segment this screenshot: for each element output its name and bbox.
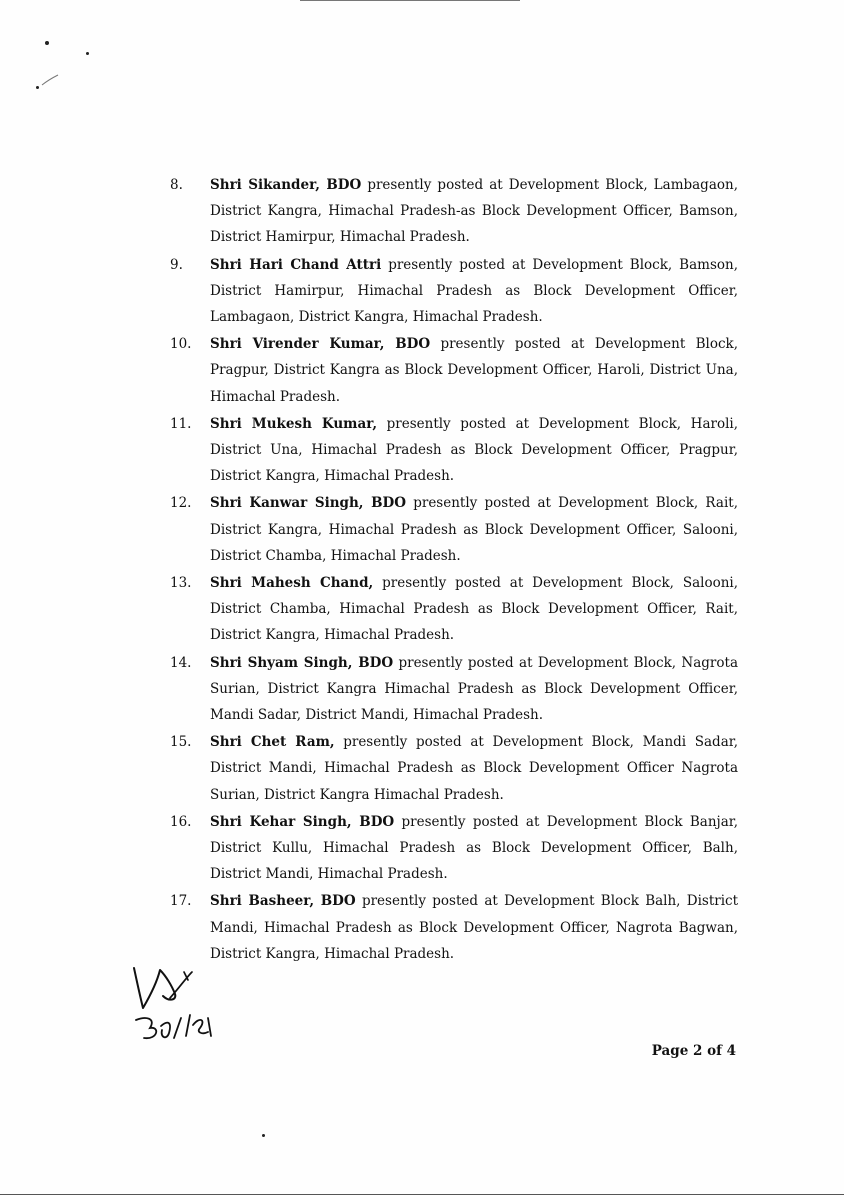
transfer-order-item: [170, 331, 738, 410]
transfer-order-item: [170, 172, 738, 251]
order-body: [210, 570, 738, 649]
officer-name: Shri Basheer, BDO: [210, 893, 356, 910]
order-body: [210, 650, 738, 729]
page-number: Page 2 of 4: [651, 1043, 736, 1059]
officer-name: Shri Virender Kumar, BDO: [210, 336, 431, 353]
posting-details: presently posted at Development Block, Rait, District Kangra, Himachal Pradesh as Block Development Officer, Salooni, District Chamba, Himachal Pradesh.: [210, 495, 738, 564]
order-body: [210, 490, 738, 569]
officer-name: Shri Sikander, BDO: [210, 177, 362, 193]
order-body: [210, 729, 738, 808]
scan-speck: [262, 1134, 265, 1137]
posting-details: presently posted at Development Block Balh, District Mandi, Himachal Pradesh as Block Development Officer, Nagrota Bagwan, District Kangra, Himachal Pradesh.: [210, 893, 738, 962]
bottom-scan-edge: [0, 1194, 844, 1195]
transfer-order-item: [170, 490, 738, 569]
transfer-order-item: [170, 809, 738, 888]
transfer-order-item: [170, 252, 738, 331]
officer-name: Shri Hari Chand Attri: [210, 256, 382, 273]
scan-speck: [86, 52, 89, 55]
order-number: 15.: [170, 734, 192, 751]
order-number: 9.: [170, 256, 183, 273]
officer-name: Shri Shyam Singh, BDO: [210, 654, 394, 671]
order-body: [210, 252, 738, 331]
order-number: 16.: [170, 813, 192, 830]
scan-speck: [36, 86, 39, 89]
order-body: [210, 331, 738, 410]
transfer-order-item: [170, 650, 738, 729]
posting-details: presently posted at Development Block Banjar, District Kullu, Himachal Pradesh as Block Development Officer, Balh, District Mandi, Himachal Pradesh.: [210, 813, 739, 883]
officer-name: Shri Chet Ram,: [210, 734, 335, 751]
order-body: [210, 172, 738, 251]
transfer-order-item: [170, 729, 738, 808]
order-number: 13.: [170, 575, 192, 592]
posting-details: presently posted at Development Block, Mandi Sadar, District Mandi, Himachal Pradesh as Block Development Officer Nagrota Surian, District Kangra Himachal Pradesh.: [210, 734, 739, 803]
order-number: 12.: [170, 495, 192, 512]
order-body: [210, 411, 738, 490]
scan-speck: [45, 41, 49, 45]
handwritten-signature: [122, 958, 232, 1050]
order-number: 10.: [170, 336, 192, 353]
order-body: [210, 888, 738, 967]
order-number: 11.: [170, 415, 192, 432]
officer-name: Shri Kanwar Singh, BDO: [210, 495, 406, 512]
transfer-orders-list: [170, 172, 738, 968]
officer-name: Shri Kehar Singh, BDO: [210, 813, 395, 830]
officer-name: Shri Mukesh Kumar,: [210, 415, 378, 432]
scan-mark: [40, 72, 62, 88]
posting-details: presently posted at Development Block, Salooni, District Chamba, Himachal Pradesh as Block Development Officer, Rait, District Kangra, Himachal Pradesh.: [210, 575, 738, 644]
transfer-order-item: [170, 411, 738, 490]
transfer-order-item: [170, 888, 738, 967]
order-number: 8.: [170, 177, 183, 193]
order-number: 14.: [170, 654, 192, 671]
posting-details: presently posted at Development Block, Pragpur, District Kangra as Block Development Officer, Haroli, District Una, Himachal Pradesh.: [210, 336, 738, 405]
posting-details: presently posted at Development Block, Lambagaon, District Kangra, Himachal Pradesh-as Block Development Officer, Bamson, District Hamirpur, Himachal Pradesh.: [210, 177, 738, 246]
order-number: 17.: [170, 893, 192, 910]
posting-details: presently posted at Development Block, Nagrota Surian, District Kangra Himachal Pradesh as Block Development Officer, Mandi Sadar, District Mandi, Himachal Pradesh.: [210, 654, 738, 724]
officer-name: Shri Mahesh Chand,: [210, 575, 374, 592]
transfer-order-item: [170, 570, 738, 649]
posting-details: presently posted at Development Block, Haroli, District Una, Himachal Pradesh as Block Development Officer, Pragpur, District Kangra, Himachal Pradesh.: [210, 415, 738, 485]
top-scan-edge: [300, 0, 520, 1]
order-body: [210, 809, 738, 888]
posting-details: presently posted at Development Block, Bamson, District Hamirpur, Himachal Pradesh as Block Development Officer, Lambagaon, District Kangra, Himachal Pradesh.: [210, 256, 738, 326]
